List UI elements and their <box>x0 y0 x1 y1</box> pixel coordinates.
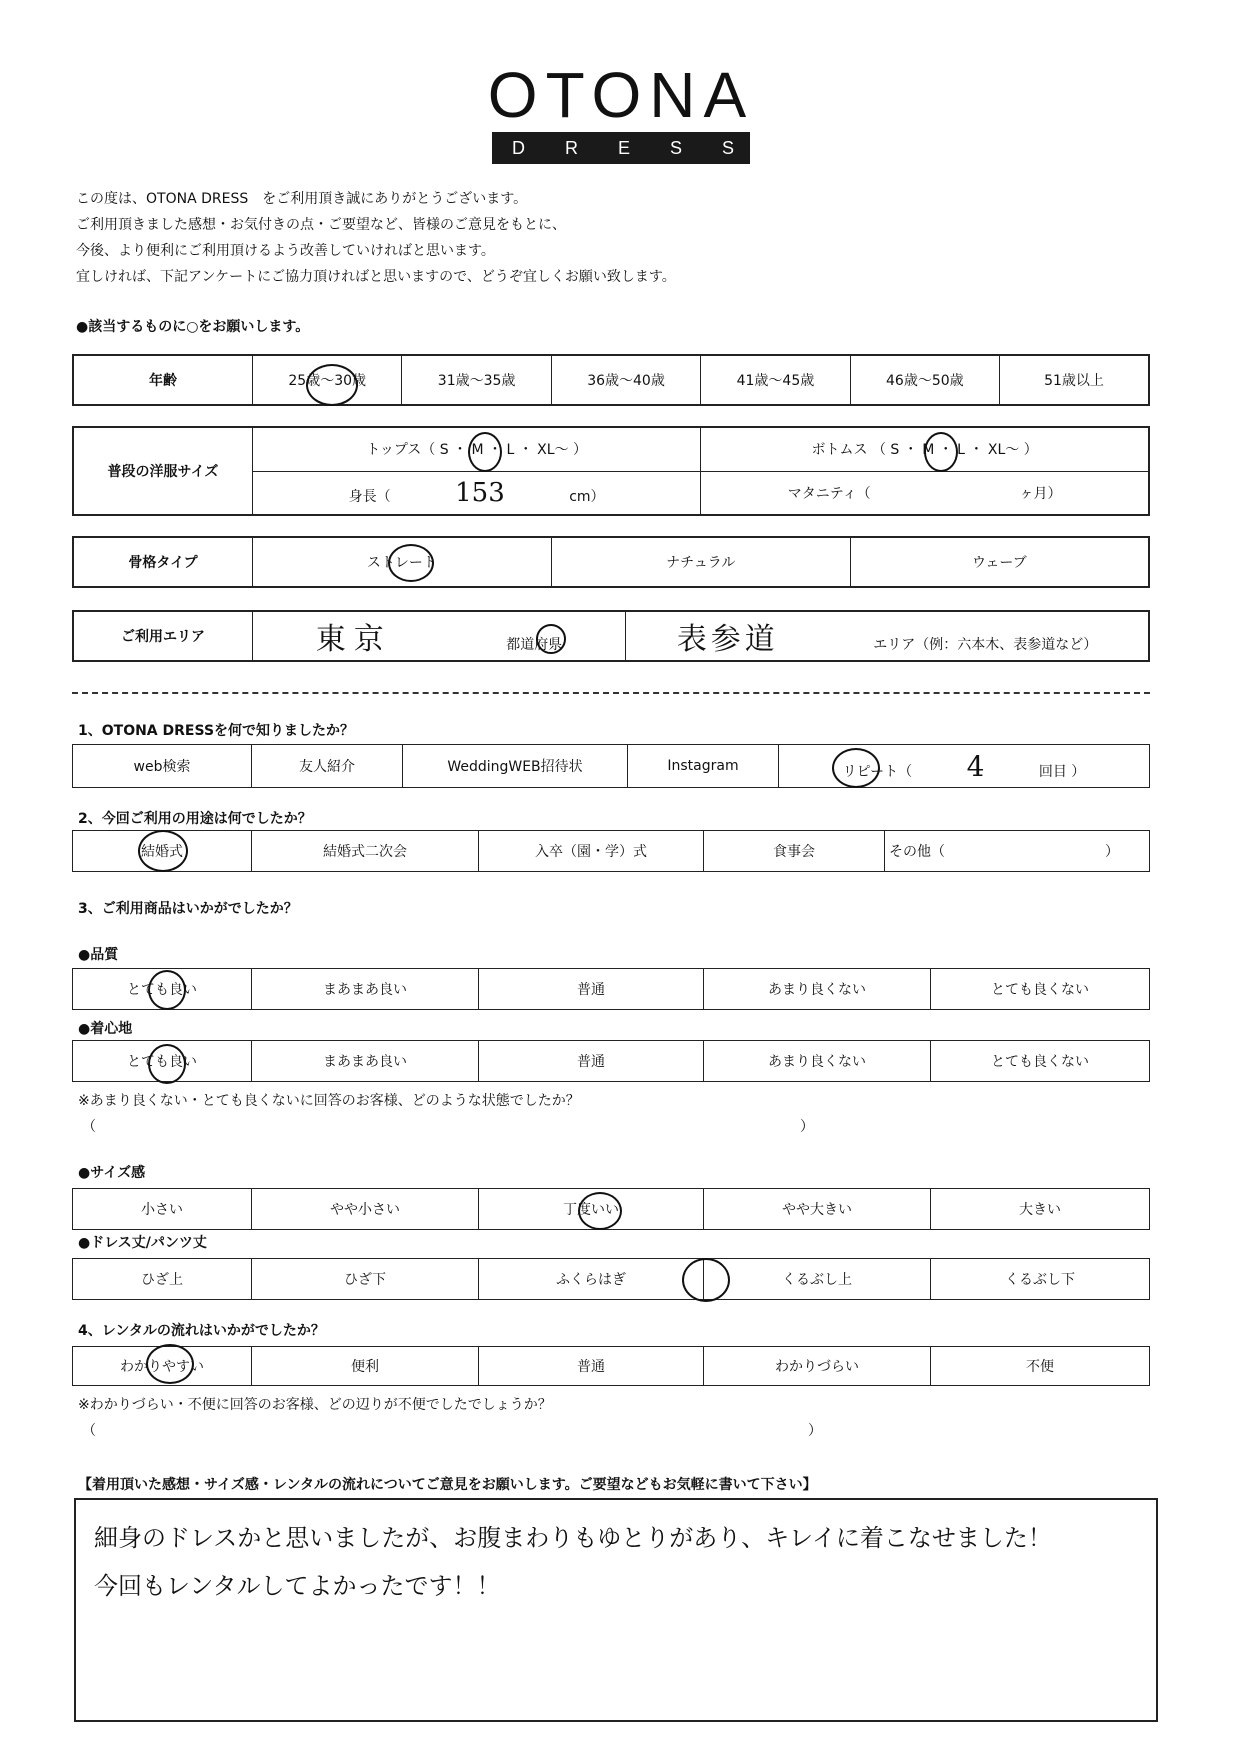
q4-option[interactable]: わかりづらい <box>704 1347 931 1386</box>
fit-option[interactable]: 丁度いい <box>479 1189 704 1230</box>
length-option[interactable]: くるぶし下 <box>931 1259 1150 1300</box>
comfort-option[interactable]: あまり良くない <box>704 1041 931 1082</box>
q2-other-close: ） <box>1105 844 1119 860</box>
fit-selection-circle <box>578 1192 622 1230</box>
length-table <box>72 1258 1150 1300</box>
body-type-table <box>72 536 1150 588</box>
comfort-label: ●着心地 <box>78 1021 133 1037</box>
area-value: 表参道 <box>676 622 779 657</box>
q2-table <box>72 830 1150 872</box>
height-value: 153 <box>455 477 505 508</box>
quality-table <box>72 968 1150 1010</box>
q4-table <box>72 1346 1150 1386</box>
q1-table <box>72 744 1150 788</box>
q4-bad-note: ※わかりづらい・不便に回答のお客様、どの辺りが不便でしたでしょうか？ <box>78 1397 552 1413</box>
intro-line: この度は、OTONA DRESS をご利用頂き誠にありがとうございます。 <box>76 191 528 207</box>
q1-option[interactable]: 友人紹介 <box>252 745 403 788</box>
area-table <box>72 610 1150 662</box>
area-label: ご利用エリア <box>73 611 253 661</box>
age-option[interactable]: 46歳〜50歳 <box>850 355 999 405</box>
length-option[interactable]: くるぶし上 <box>704 1259 931 1300</box>
length-option[interactable]: ふくらはぎ <box>479 1259 704 1300</box>
comfort-option[interactable]: とても良い <box>73 1041 252 1082</box>
quality-option[interactable]: 普通 <box>479 969 704 1010</box>
body-type-option[interactable]: ナチュラル <box>551 537 850 587</box>
q3-title: 3、ご利用商品はいかがでしたか？ <box>78 901 298 917</box>
age-option[interactable]: 31歳〜35歳 <box>402 355 551 405</box>
comfort-option[interactable]: まあまあ良い <box>252 1041 479 1082</box>
comment-line: 今回もレンタルしてよかったです！！ <box>94 1572 501 1600</box>
brand-logo-sub: DRESS <box>492 132 750 164</box>
quality-option[interactable]: まあまあ良い <box>252 969 479 1010</box>
length-selection-circle <box>682 1258 730 1302</box>
height-label: 身長（ <box>348 488 391 505</box>
comment-title: 【着用頂いた感想・サイズ感・レンタルの流れについてご意見をお願いします。ご要望などもお気軽に書いて下さい】 <box>78 1477 817 1493</box>
comment-line: 細身のドレスかと思いましたが、お腹まわりもゆとりがあり、キレイに着こなせました！ <box>94 1524 1052 1552</box>
q2-selection-circle <box>138 830 188 872</box>
fit-option[interactable]: 大きい <box>931 1189 1150 1230</box>
q1-option[interactable]: Instagram <box>628 745 779 788</box>
intro-text <box>76 186 676 290</box>
quality-label: ●品質 <box>78 947 119 963</box>
q2-option[interactable]: 入卒（園・学）式 <box>479 831 704 872</box>
q2-option[interactable]: 食事会 <box>704 831 885 872</box>
q2-other-field[interactable] <box>885 831 1150 872</box>
area-example: エリア（例：六本木、表参道など） <box>873 637 1098 653</box>
bottoms-size[interactable]: ボトムス （ S ・ M ・ L ・ XL〜 ） <box>701 427 1149 471</box>
q2-option[interactable]: 結婚式 <box>73 831 252 872</box>
bottoms-selection-circle <box>924 432 958 472</box>
q3-bad-note: ※あまり良くない・とても良くないに回答のお客様、どのような状態でしたか？ <box>78 1093 580 1109</box>
q4-paren-close: ） <box>808 1423 822 1439</box>
age-option[interactable]: 25歳〜30歳 <box>253 355 402 405</box>
q3-paren-close: ） <box>800 1119 814 1135</box>
intro-line: 今後、より便利にご利用頂けるよう改善していければと思います。 <box>76 243 495 259</box>
prefecture-value: 東京 <box>315 622 392 657</box>
body-type-option[interactable]: ウェーブ <box>850 537 1149 587</box>
q2-option[interactable]: 結婚式二次会 <box>252 831 479 872</box>
length-label: ●ドレス丈/パンツ丈 <box>78 1235 207 1251</box>
area-field[interactable] <box>626 611 1150 661</box>
age-option[interactable]: 51歳以上 <box>1000 355 1149 405</box>
brand-logo: OTONA <box>487 59 755 131</box>
q1-repeat-label: リピート（ <box>842 763 913 780</box>
maternity-label: マタニティ（ <box>787 485 871 502</box>
q4-paren-open: （ <box>82 1423 96 1439</box>
q1-repeat-unit: 回目 ） <box>1038 763 1086 780</box>
age-label: 年齢 <box>73 355 253 405</box>
q4-option[interactable]: 不便 <box>931 1347 1150 1386</box>
quality-option[interactable]: とても良くない <box>931 969 1150 1010</box>
q1-option[interactable]: web検索 <box>73 745 252 788</box>
q2-other-label: その他（ <box>889 844 945 860</box>
comfort-table <box>72 1040 1150 1082</box>
divider <box>72 692 1150 694</box>
age-table <box>72 354 1150 406</box>
size-table <box>72 426 1150 516</box>
age-option[interactable]: 36歳〜40歳 <box>551 355 700 405</box>
prefecture-label: 都道府県 <box>506 637 563 653</box>
q1-option[interactable]: WeddingWEB招待状 <box>403 745 628 788</box>
body-type-option[interactable]: ストレート <box>253 537 552 587</box>
comment-box[interactable] <box>74 1498 1158 1722</box>
q1-title: 1、OTONA DRESSを何で知りましたか？ <box>78 723 355 739</box>
height-unit: cm） <box>569 488 605 505</box>
comfort-selection-circle <box>148 1044 186 1084</box>
length-option[interactable]: ひざ上 <box>73 1259 252 1300</box>
height-field[interactable] <box>253 471 701 515</box>
q3-paren-open: （ <box>82 1119 96 1135</box>
size-label: 普段の洋服サイズ <box>73 427 253 515</box>
age-selection-circle <box>306 364 358 406</box>
instruction: ●該当するものに○をお願いします。 <box>76 319 310 335</box>
maternity-unit: ヶ月） <box>1019 485 1062 502</box>
length-option[interactable]: ひざ下 <box>252 1259 479 1300</box>
fit-option[interactable]: やや小さい <box>252 1189 479 1230</box>
age-option[interactable]: 41歳〜45歳 <box>701 355 850 405</box>
fit-option[interactable]: やや大きい <box>704 1189 931 1230</box>
q4-title: 4、レンタルの流れはいかがでしたか？ <box>78 1323 325 1339</box>
tops-size[interactable]: トップス（ S ・ M ・ L ・ XL〜 ） <box>253 427 701 471</box>
maternity-field[interactable] <box>701 471 1149 515</box>
fit-label: ●サイズ感 <box>78 1165 146 1181</box>
q4-option[interactable]: 普通 <box>479 1347 704 1386</box>
q4-selection-circle <box>146 1344 194 1384</box>
quality-selection-circle <box>148 970 186 1010</box>
q4-option[interactable]: 便利 <box>252 1347 479 1386</box>
intro-line: ご利用頂きました感想・お気付きの点・ご要望など、皆様のご意見をもとに、 <box>76 217 566 233</box>
quality-option[interactable]: あまり良くない <box>704 969 931 1010</box>
tops-selection-circle <box>468 432 502 472</box>
q4-option[interactable]: わかりやすい <box>73 1347 252 1386</box>
body-type-selection-circle <box>388 544 434 582</box>
q1-repeat-value: 4 <box>966 749 985 783</box>
fit-option[interactable]: 小さい <box>73 1189 252 1230</box>
comfort-option[interactable]: 普通 <box>479 1041 704 1082</box>
body-type-label: 骨格タイプ <box>73 537 253 587</box>
intro-line: 宜しければ、下記アンケートにご協力頂ければと思いますので、どうぞ宜しくお願い致します。 <box>76 269 676 285</box>
q2-title: 2、今回ご利用の用途は何でしたか？ <box>78 811 312 827</box>
prefecture-field[interactable] <box>253 611 626 661</box>
prefecture-selection-circle <box>536 624 566 654</box>
q1-selection-circle <box>832 748 880 788</box>
comfort-option[interactable]: とても良くない <box>931 1041 1150 1082</box>
quality-option[interactable]: とても良い <box>73 969 252 1010</box>
